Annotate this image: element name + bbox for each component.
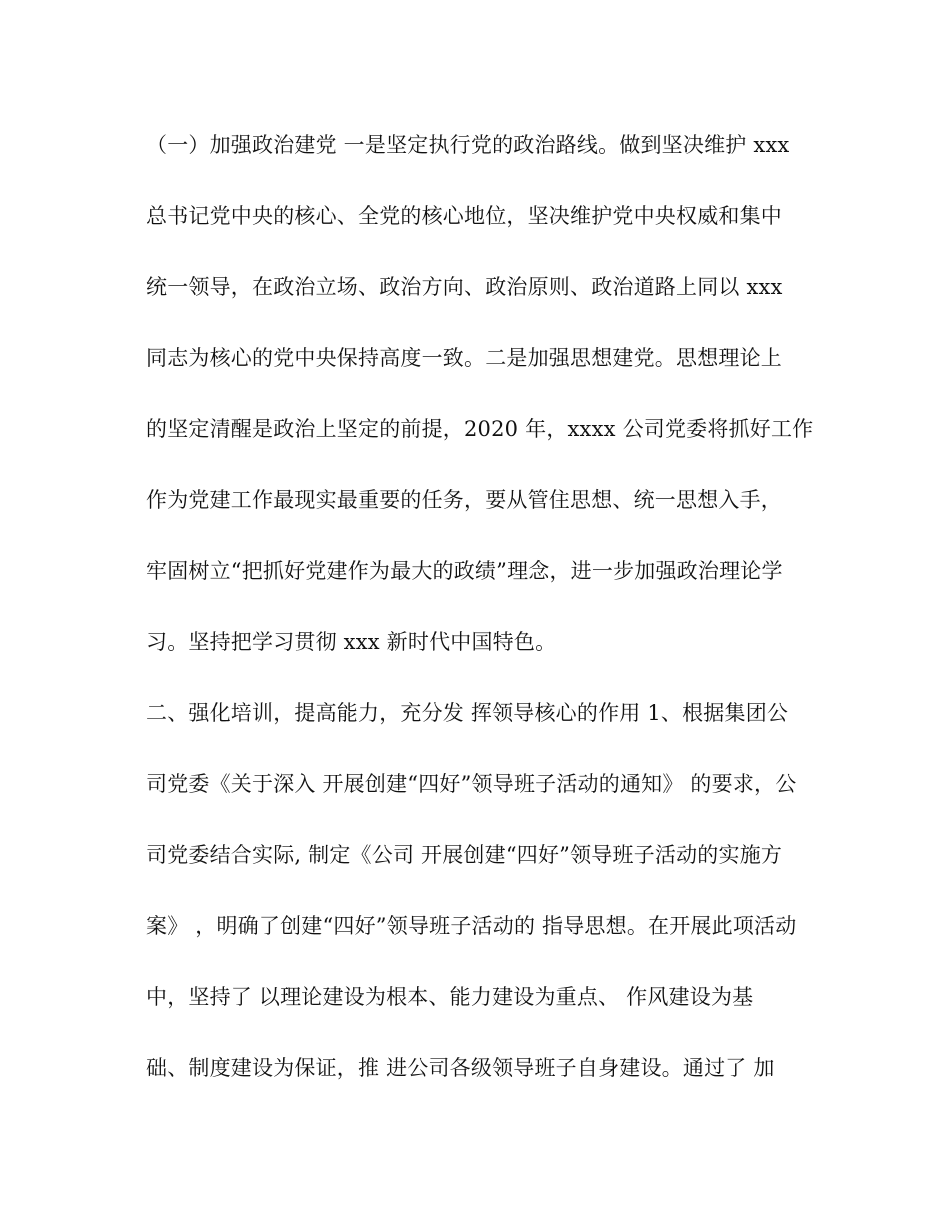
text-line: 习。坚持把学习贯彻 xxx 新时代中国特色。 bbox=[146, 630, 557, 654]
text-line: 牢固树立“把抓好党建作为最大的政绩”理念，进一步加强政治理论学 bbox=[146, 559, 783, 583]
text-line: 的坚定清醒是政治上坚定的前提，2020 年，xxxx 公司党委将抓好工作 bbox=[146, 417, 814, 441]
text-line: 案》 ，明确了创建“四好”领导班子活动的 指导思想。在开展此项活动 bbox=[146, 914, 797, 938]
text-line: 二、强化培训，提高能力，充分发 挥领导核心的作用 1、根据集团公 bbox=[146, 701, 789, 725]
text-line: 同志为核心的党中央保持高度一致。二是加强思想建党。思想理论上 bbox=[146, 346, 782, 370]
text-line: 统一领导，在政治立场、政治方向、政治原则、政治道路上同以 xxx bbox=[146, 275, 783, 299]
text-line: 础、制度建设为保证，推 进公司各级领导班子自身建设。通过了 加 bbox=[146, 1056, 775, 1080]
text-line: 司党委结合实际, 制定《公司 开展创建“四好”领导班子活动的实施方 bbox=[146, 843, 783, 867]
text-line: 作为党建工作最现实最重要的任务，要从管住思想、统一思想入手， bbox=[146, 488, 782, 512]
text-line: （一）加强政治建党 一是坚定执行党的政治路线。做到坚决维护 xxx bbox=[146, 133, 790, 157]
text-line: 司党委《关于深入 开展创建“四好”领导班子活动的通知》 的要求，公 bbox=[146, 772, 797, 796]
text-line: 中，坚持了 以理论建设为根本、能力建设为重点、 作风建设为基 bbox=[146, 985, 754, 1009]
text-line: 总书记党中央的核心、全党的核心地位，坚决维护党中央权威和集中 bbox=[146, 204, 782, 228]
